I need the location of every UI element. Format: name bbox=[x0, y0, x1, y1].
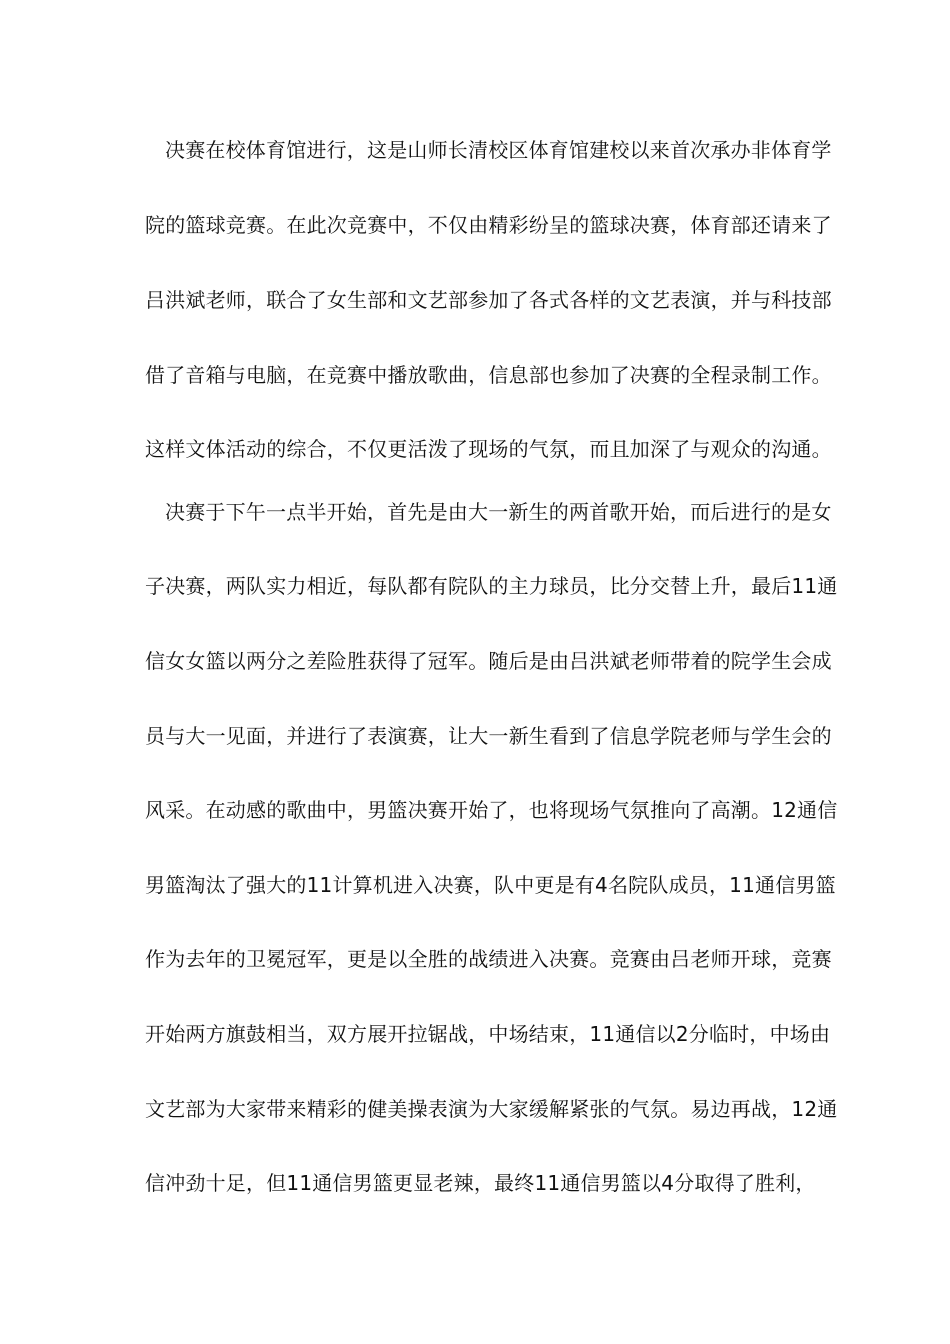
paragraph-line: 开始两方旗鼓相当，双方展开拉锯战，中场结束，11通信以2分临时，中场由 bbox=[145, 1022, 831, 1046]
paragraph-line: 决赛于下午一点半开始，首先是由大一新生的两首歌开始，而后进行的是女 bbox=[165, 500, 832, 524]
paragraph-line: 借了音箱与电脑，在竞赛中播放歌曲，信息部也参加了决赛的全程录制工作。 bbox=[145, 363, 832, 387]
paragraph-line: 吕洪斌老师，联合了女生部和文艺部参加了各式各样的文艺表演，并与科技部 bbox=[145, 288, 832, 312]
paragraph-line: 院的篮球竞赛。在此次竞赛中，不仅由精彩纷呈的篮球决赛，体育部还请来了 bbox=[145, 213, 832, 237]
paragraph-line: 决赛在校体育馆进行，这是山师长清校区体育馆建校以来首次承办非体育学 bbox=[165, 138, 832, 162]
paragraph-line: 子决赛，两队实力相近，每队都有院队的主力球员，比分交替上升，最后11通 bbox=[145, 574, 838, 598]
paragraph-line: 这样文体活动的综合，不仅更活泼了现场的气氛，而且加深了与观众的沟通。 bbox=[145, 437, 832, 461]
paragraph-line: 文艺部为大家带来精彩的健美操表演为大家缓解紧张的气氛。易边再战，12通 bbox=[145, 1097, 838, 1121]
paragraph-line: 男篮淘汰了强大的11计算机进入决赛，队中更是有4名院队成员，11通信男篮 bbox=[145, 873, 836, 897]
paragraph-line: 员与大一见面，并进行了表演赛，让大一新生看到了信息学院老师与学生会的 bbox=[145, 724, 832, 748]
paragraph-line: 信女女篮以两分之差险胜获得了冠军。随后是由吕洪斌老师带着的院学生会成 bbox=[145, 649, 832, 673]
paragraph-line: 风采。在动感的歌曲中，男篮决赛开始了，也将现场气氛推向了高潮。12通信 bbox=[145, 798, 838, 822]
paragraph-line: 信冲劲十足，但11通信男篮更显老辣，最终11通信男篮以4分取得了胜利， bbox=[145, 1171, 816, 1195]
paragraph-line: 作为去年的卫冕冠军，更是以全胜的战绩进入决赛。竞赛由吕老师开球，竞赛 bbox=[145, 947, 832, 971]
